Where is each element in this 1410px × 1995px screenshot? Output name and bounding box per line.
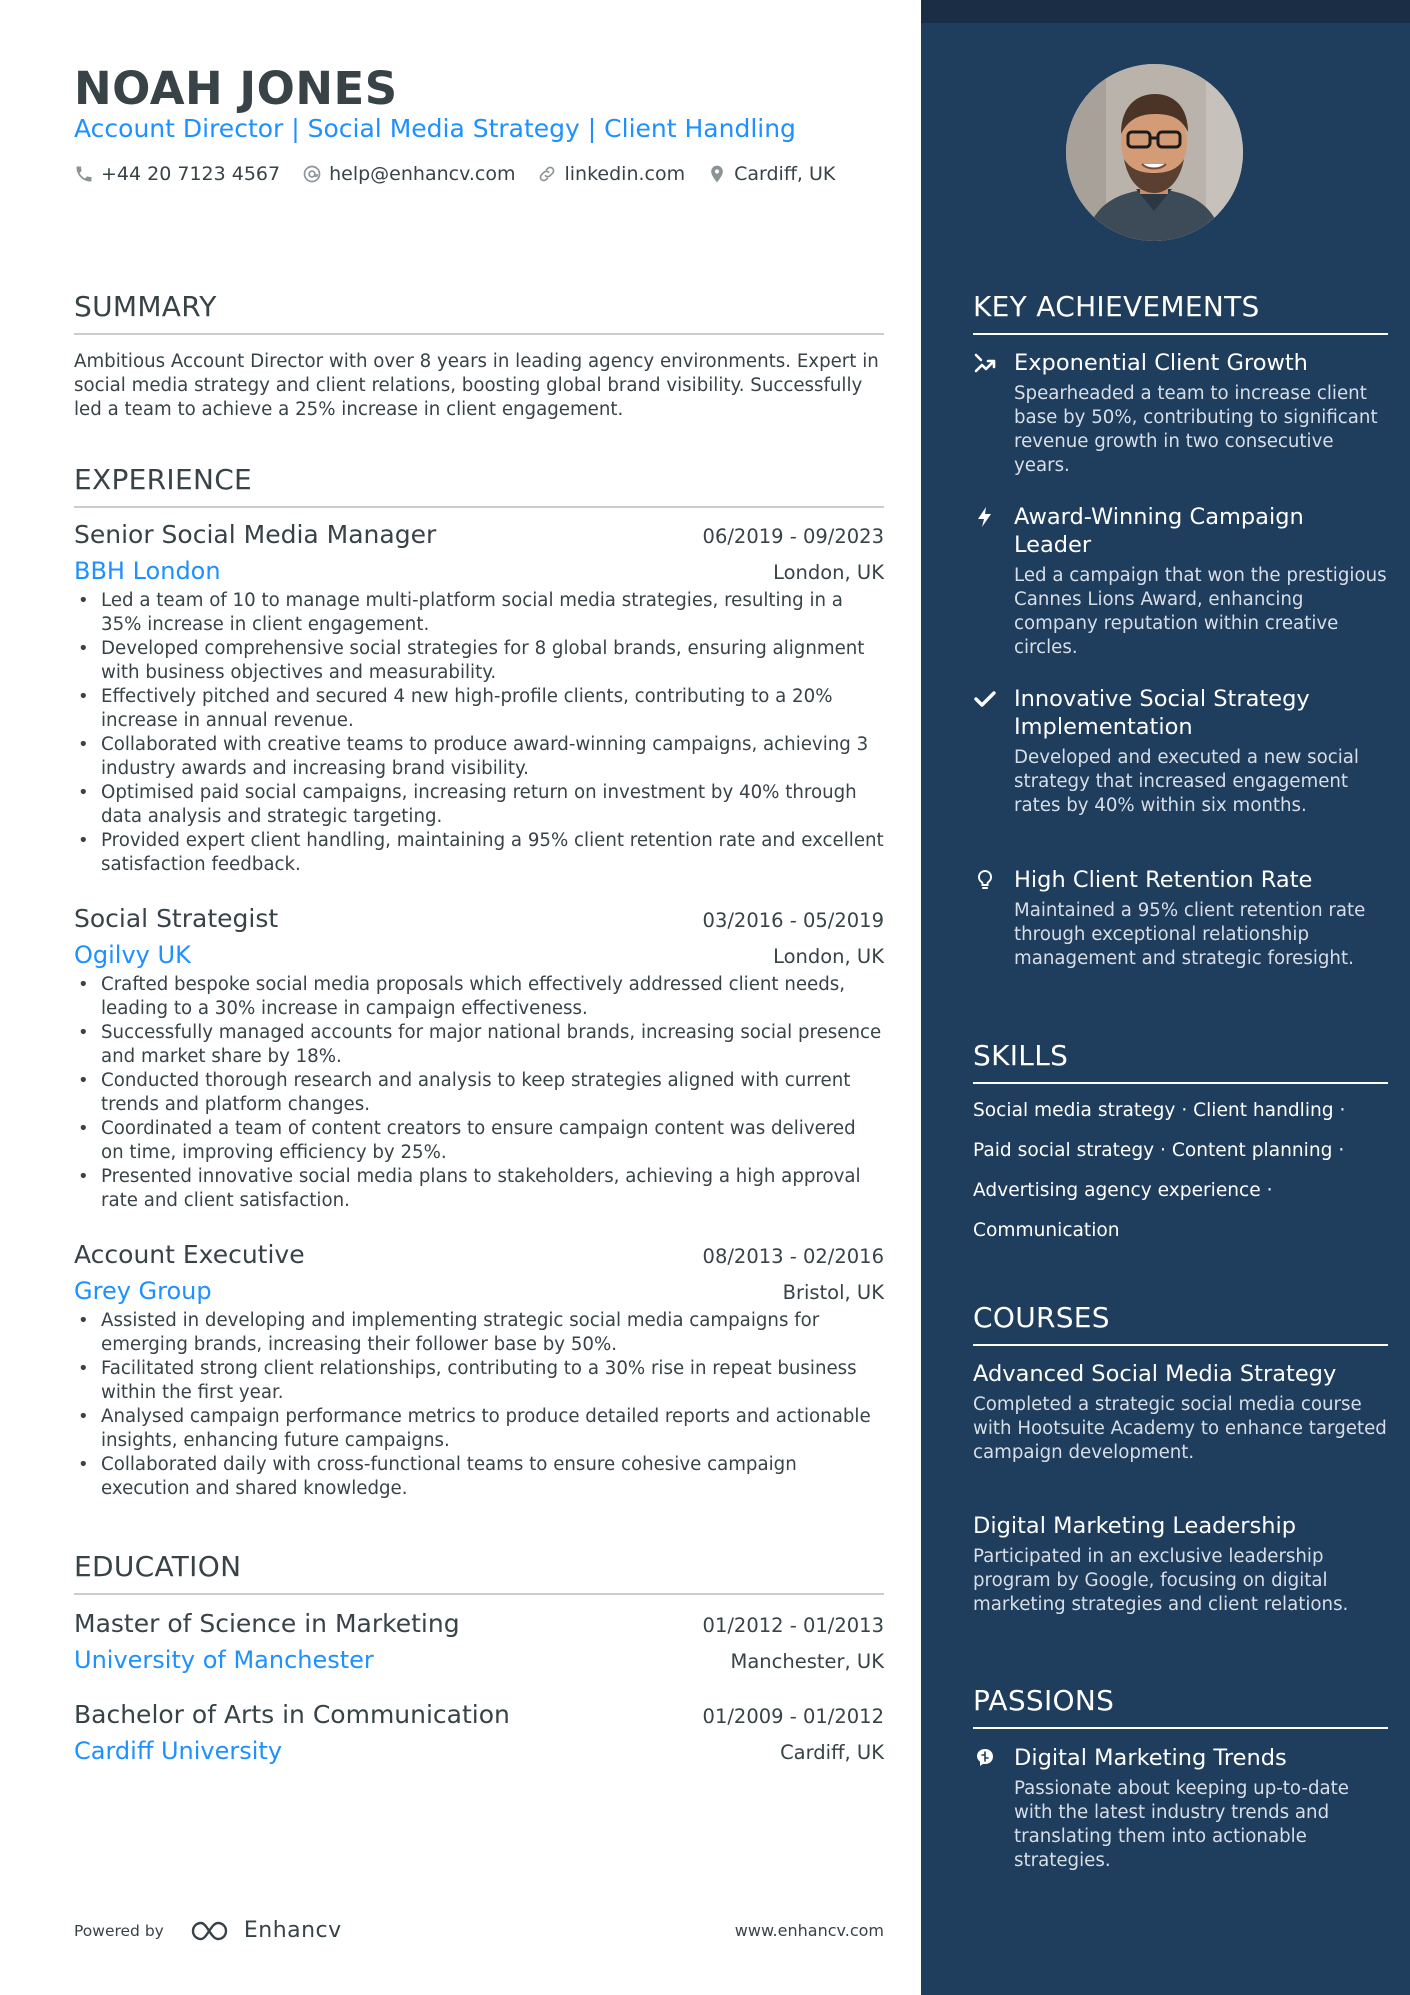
achievement-item: [973, 503, 1388, 660]
edu-location: Manchester, UK: [730, 1650, 884, 1673]
brand-name: Enhancv: [243, 1918, 342, 1943]
bullet-item: • Effectively pitched and secured 4 new high-profile clients, contributing to a 20% increase in annual revenue.: [74, 685, 884, 733]
course-title: Advanced Social Media Strategy: [973, 1361, 1337, 1387]
job-bullets: [74, 589, 884, 877]
degree: Master of Science in Marketing: [74, 1609, 460, 1638]
achievement-desc: Led a campaign that won the prestigious Cannes Lions Award, enhancing company reputation within creative circles.: [1014, 565, 1387, 658]
skill-item: Content planning: [1171, 1140, 1333, 1161]
checkmark-icon: [973, 687, 997, 711]
company-name: Ogilvy UK: [74, 941, 191, 969]
contact-location-text: Cardiff, UK: [734, 163, 836, 185]
course-item: [973, 1360, 1388, 1465]
bullet-item: • Provided expert client handling, maintaining a 95% client retention rate and excellent satisfaction feedback.: [74, 829, 884, 877]
bullet-item: • Collaborated daily with cross-functional teams to ensure cohesive campaign execution and shared knowledge.: [74, 1453, 884, 1501]
profile-photo: [1066, 64, 1243, 241]
job-title: Senior Social Media Manager: [74, 520, 437, 549]
contact-email[interactable]: [302, 163, 515, 185]
courses-heading: COURSES: [973, 1301, 1388, 1346]
passion-item: [973, 1744, 1388, 1873]
contact-phone[interactable]: [74, 163, 280, 185]
edu-location: Cardiff, UK: [780, 1741, 884, 1764]
job-location: London, UK: [773, 561, 884, 584]
job-entry: [74, 904, 884, 1213]
skill-item: Communication: [973, 1220, 1120, 1241]
skill-item: Paid social strategy: [973, 1140, 1155, 1161]
contact-bar: [74, 163, 857, 185]
link-icon: [537, 164, 557, 184]
lightning-icon: [973, 505, 997, 529]
phone-icon: [74, 164, 94, 184]
achievements-heading: KEY ACHIEVEMENTS: [973, 290, 1388, 335]
achievement-desc: Spearheaded a team to increase client base by 50%, contributing to significant revenue growth in two consecutive years.: [1014, 383, 1378, 476]
enhancv-logo-icon: [190, 1919, 236, 1943]
passion-title: Digital Marketing Trends: [1014, 1745, 1287, 1771]
job-dates: 08/2013 - 02/2016: [702, 1245, 884, 1268]
job-entry: [74, 520, 884, 877]
contact-linkedin-text: linkedin.com: [564, 163, 686, 185]
skill-item: Social media strategy: [973, 1100, 1176, 1121]
bullet-item: • Crafted bespoke social media proposals which effectively addressed client needs, leading to a 30% increase in campaign effectiveness.: [74, 973, 884, 1021]
school-name: Cardiff University: [74, 1737, 283, 1765]
lightbulb-icon: [973, 868, 997, 892]
bullet-item: • Optimised paid social campaigns, increasing return on investment by 40% through data analysis and strategic targeting.: [74, 781, 884, 829]
edu-dates: 01/2009 - 01/2012: [702, 1705, 884, 1728]
job-bullets: [74, 973, 884, 1213]
location-icon: [707, 164, 727, 184]
bullet-item: • Led a team of 10 to manage multi-platform social media strategies, resulting in a 35% increase in client engagement.: [74, 589, 884, 637]
bullet-item: • Collaborated with creative teams to produce award-winning campaigns, achieving 3 industry awards and increasing brand visibility.: [74, 733, 884, 781]
job-bullets: [74, 1309, 884, 1501]
bullet-item: • Coordinated a team of content creators to ensure campaign content was delivered on time, improving efficiency by 25%.: [74, 1117, 884, 1165]
course-title: Digital Marketing Leadership: [973, 1513, 1297, 1539]
bullet-item: • Successfully managed accounts for major national brands, increasing social presence and market share by 18%.: [74, 1021, 884, 1069]
company-name: BBH London: [74, 557, 221, 585]
powered-by-label: Powered by: [74, 1921, 164, 1940]
edu-dates: 01/2012 - 01/2013: [702, 1614, 884, 1637]
summary-text: Ambitious Account Director with over 8 years in leading agency environments. Expert in social media strategy and client relations, boosting global brand visibility. Successfully led a team to achieve a 25% increase in client engagement.: [74, 351, 879, 420]
brand-block: [74, 1918, 342, 1943]
skill-item: Advertising agency experience: [973, 1180, 1261, 1201]
achievement-desc: Developed and executed a new social strategy that increased engagement rates by 40% within six months.: [1014, 747, 1359, 816]
education-entry: [74, 1700, 884, 1765]
summary-heading: SUMMARY: [74, 290, 884, 335]
brain-icon: [973, 1746, 997, 1770]
contact-phone-text: +44 20 7123 4567: [101, 163, 281, 185]
footer: [74, 1918, 884, 1943]
at-icon: [302, 164, 322, 184]
sidebar-top-bar: [921, 0, 1410, 23]
job-entry: [74, 1240, 884, 1501]
skills-list: Social media strategy · Client handling · Paid social strategy · Content planning · Advertising agency experience · Communication: [973, 1100, 1346, 1241]
passions-heading: PASSIONS: [973, 1684, 1388, 1729]
school-name: University of Manchester: [74, 1646, 374, 1674]
job-title: Social Strategist: [74, 904, 279, 933]
job-location: London, UK: [773, 945, 884, 968]
contact-email-text: help@enhancv.com: [329, 163, 516, 185]
achievement-title: Innovative Social Strategy Implementation: [1014, 686, 1310, 740]
company-name: Grey Group: [74, 1277, 212, 1305]
experience-heading: EXPERIENCE: [74, 463, 884, 508]
candidate-name: NOAH JONES: [74, 62, 398, 115]
course-desc: Completed a strategic social media course with Hootsuite Academy to enhance targeted campaign development.: [973, 1394, 1387, 1463]
bullet-item: • Presented innovative social media plans to stakeholders, achieving a high approval rate and client satisfaction.: [74, 1165, 884, 1213]
passion-desc: Passionate about keeping up-to-date with the latest industry trends and translating them into actionable strategies.: [1014, 1778, 1349, 1871]
education-heading: EDUCATION: [74, 1550, 884, 1595]
bullet-item: • Conducted thorough research and analysis to keep strategies aligned with current trends and platform changes.: [74, 1069, 884, 1117]
achievement-item: [973, 349, 1388, 478]
course-item: [973, 1512, 1388, 1617]
job-dates: 03/2016 - 05/2019: [702, 909, 884, 932]
achievement-desc: Maintained a 95% client retention rate through exceptional relationship management and strategic foresight.: [1014, 900, 1366, 969]
bullet-item: • Analysed campaign performance metrics to produce detailed reports and actionable insights, enhancing future campaigns.: [74, 1405, 884, 1453]
contact-location: [707, 163, 835, 185]
skills-heading: SKILLS: [973, 1039, 1388, 1084]
job-dates: 06/2019 - 09/2023: [702, 525, 884, 548]
job-title: Account Executive: [74, 1240, 305, 1269]
contact-linkedin[interactable]: [537, 163, 685, 185]
growth-icon: [973, 351, 997, 375]
achievement-title: High Client Retention Rate: [1014, 867, 1313, 893]
bullet-item: • Developed comprehensive social strategies for 8 global brands, ensuring alignment with business objectives and measurability.: [74, 637, 884, 685]
bullet-item: • Assisted in developing and implementing strategic social media campaigns for emerging brands, increasing their follower base by 50%.: [74, 1309, 884, 1357]
headline: Account Director | Social Media Strategy | Client Handling: [74, 114, 796, 143]
course-desc: Participated in an exclusive leadership program by Google, focusing on digital marketing strategies and client relations.: [973, 1546, 1349, 1615]
achievement-title: Exponential Client Growth: [1014, 350, 1308, 376]
achievement-title: Award-Winning Campaign Leader: [1014, 504, 1304, 558]
achievement-item: [973, 685, 1388, 818]
sidebar: [921, 0, 1410, 1995]
skill-item: Client handling: [1193, 1100, 1334, 1121]
education-entry: [74, 1609, 884, 1674]
job-location: Bristol, UK: [782, 1281, 884, 1304]
footer-url[interactable]: www.enhancv.com: [734, 1921, 884, 1940]
degree: Bachelor of Arts in Communication: [74, 1700, 510, 1729]
bullet-item: • Facilitated strong client relationships, contributing to a 30% rise in repeat business within the first year.: [74, 1357, 884, 1405]
achievement-item: [973, 866, 1388, 971]
